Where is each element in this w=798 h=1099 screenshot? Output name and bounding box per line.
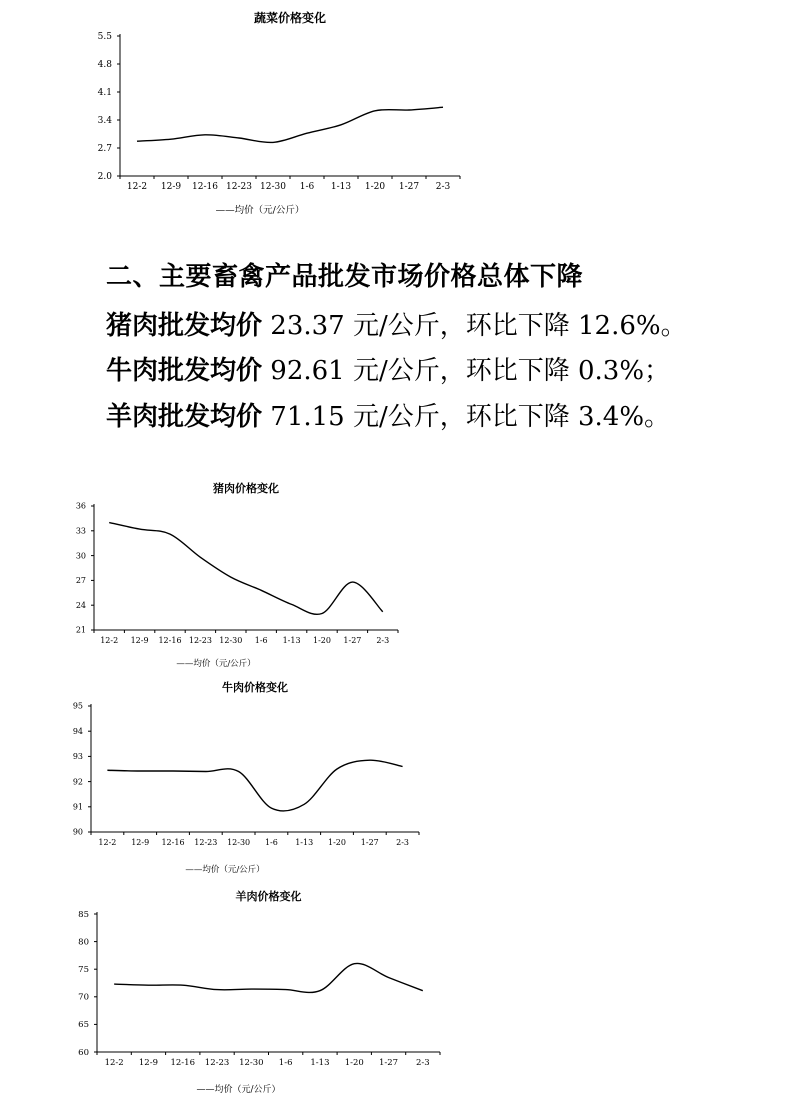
y-tick-label: 36: [75, 501, 86, 511]
x-tick-label: 1-20: [344, 1058, 364, 1068]
x-tick-label: 1-13: [295, 838, 314, 847]
y-tick-label: 70: [78, 992, 89, 1003]
y-tick-label: 95: [72, 701, 83, 711]
x-tick-label: 12-9: [138, 1058, 159, 1068]
y-tick-label: 27: [75, 576, 86, 586]
x-tick-label: 12-30: [239, 1058, 264, 1068]
y-tick-label: 91: [72, 802, 83, 812]
x-tick-label: 1-13: [282, 636, 301, 645]
x-tick-label: 1-20: [328, 838, 346, 847]
y-tick-label: 30: [75, 551, 86, 561]
x-tick-label: 12-16: [161, 838, 185, 847]
x-tick-label: 2-3: [376, 636, 390, 645]
x-tick-label: 1-6: [264, 838, 278, 847]
x-tick-label: 1-6: [299, 182, 315, 192]
mutton-price-label: 羊肉批发均价: [106, 402, 263, 432]
y-tick-label: 2.7: [97, 144, 112, 154]
y-tick-label: 94: [72, 726, 83, 736]
x-tick-label: 12-9: [160, 182, 182, 192]
pork-price-chart: [0, 470, 798, 680]
x-tick-label: 1-20: [364, 182, 386, 192]
x-tick-label: 1-27: [360, 838, 379, 847]
x-tick-label: 1-27: [398, 182, 420, 192]
x-tick-label: 12-9: [131, 838, 150, 847]
y-tick-label: 85: [78, 909, 89, 920]
y-tick-label: 60: [78, 1047, 89, 1058]
x-tick-label: 12-2: [98, 838, 117, 847]
mutton-price-line: [106, 396, 670, 433]
x-tick-label: 1-6: [254, 636, 268, 645]
y-tick-label: 90: [72, 827, 83, 837]
x-tick-label: 2-3: [435, 182, 451, 192]
y-tick-label: 80: [78, 937, 89, 948]
y-tick-label: 2.0: [97, 172, 112, 182]
section-heading: 二、主要畜禽产品批发市场价格总体下降: [106, 262, 584, 292]
mutton-price-chart: [0, 880, 798, 1099]
series-line: [137, 107, 443, 142]
legend-label: ——均价（元/公斤）: [185, 865, 265, 875]
x-tick-label: 12-23: [204, 1058, 230, 1068]
y-tick-label: 4.8: [97, 60, 112, 70]
y-tick-label: 24: [75, 600, 86, 610]
legend-label: ——均价（元/公斤）: [196, 1085, 281, 1095]
x-tick-label: 1-20: [313, 636, 331, 645]
x-tick-label: 2-3: [396, 838, 410, 847]
series-line: [114, 963, 423, 992]
beef-price-label: 牛肉批发均价: [106, 356, 263, 386]
y-tick-label: 65: [78, 1020, 89, 1031]
y-tick-label: 3.4: [97, 116, 112, 126]
chart-title: 猪肉价格变化: [213, 482, 279, 495]
x-tick-label: 12-23: [226, 182, 252, 192]
y-tick-label: 75: [78, 965, 89, 976]
beef-price-line: [106, 350, 670, 387]
pork-price-label: 猪肉批发均价: [106, 311, 263, 341]
x-tick-label: 1-6: [278, 1058, 293, 1068]
chart-title: 羊肉价格变化: [235, 890, 302, 903]
y-tick-label: 21: [75, 625, 86, 635]
chart-title: 牛肉价格变化: [222, 681, 288, 694]
series-line: [109, 523, 383, 615]
pork-price-line: [106, 305, 687, 342]
x-tick-label: 12-30: [227, 838, 251, 847]
beef-price-text: 92.61 元/公斤，环比下降 0.3%；: [262, 356, 671, 386]
legend-label: ——均价（元/公斤）: [215, 205, 305, 216]
y-tick-label: 92: [72, 777, 83, 787]
y-tick-label: 33: [75, 526, 86, 536]
y-tick-label: 4.1: [97, 88, 112, 98]
x-tick-label: 1-13: [310, 1058, 330, 1068]
x-tick-label: 12-23: [188, 636, 212, 645]
chart-title: 蔬菜价格变化: [253, 11, 327, 25]
x-tick-label: 12-2: [126, 182, 148, 192]
x-tick-label: 1-27: [378, 1058, 399, 1068]
x-tick-label: 1-13: [330, 182, 352, 192]
x-tick-label: 12-2: [104, 1058, 124, 1068]
x-tick-label: 12-16: [158, 636, 182, 645]
vegetable-price-chart: [0, 0, 798, 230]
x-tick-label: 12-16: [170, 1058, 196, 1068]
x-tick-label: 1-27: [343, 636, 362, 645]
x-tick-label: 12-30: [219, 636, 243, 645]
x-tick-label: 12-2: [100, 636, 119, 645]
legend-label: ——均价（元/公斤）: [176, 659, 256, 669]
x-tick-label: 12-23: [194, 838, 218, 847]
y-tick-label: 5.5: [97, 32, 112, 42]
beef-price-chart: [0, 672, 798, 882]
series-line: [107, 760, 402, 811]
x-tick-label: 12-9: [130, 636, 149, 645]
x-tick-label: 12-30: [260, 182, 286, 192]
x-tick-label: 2-3: [415, 1058, 430, 1068]
x-tick-label: 12-16: [192, 182, 218, 192]
pork-price-text: 23.37 元/公斤，环比下降 12.6%。: [262, 311, 687, 341]
y-tick-label: 93: [72, 752, 83, 762]
mutton-price-text: 71.15 元/公斤，环比下降 3.4%。: [262, 402, 671, 432]
